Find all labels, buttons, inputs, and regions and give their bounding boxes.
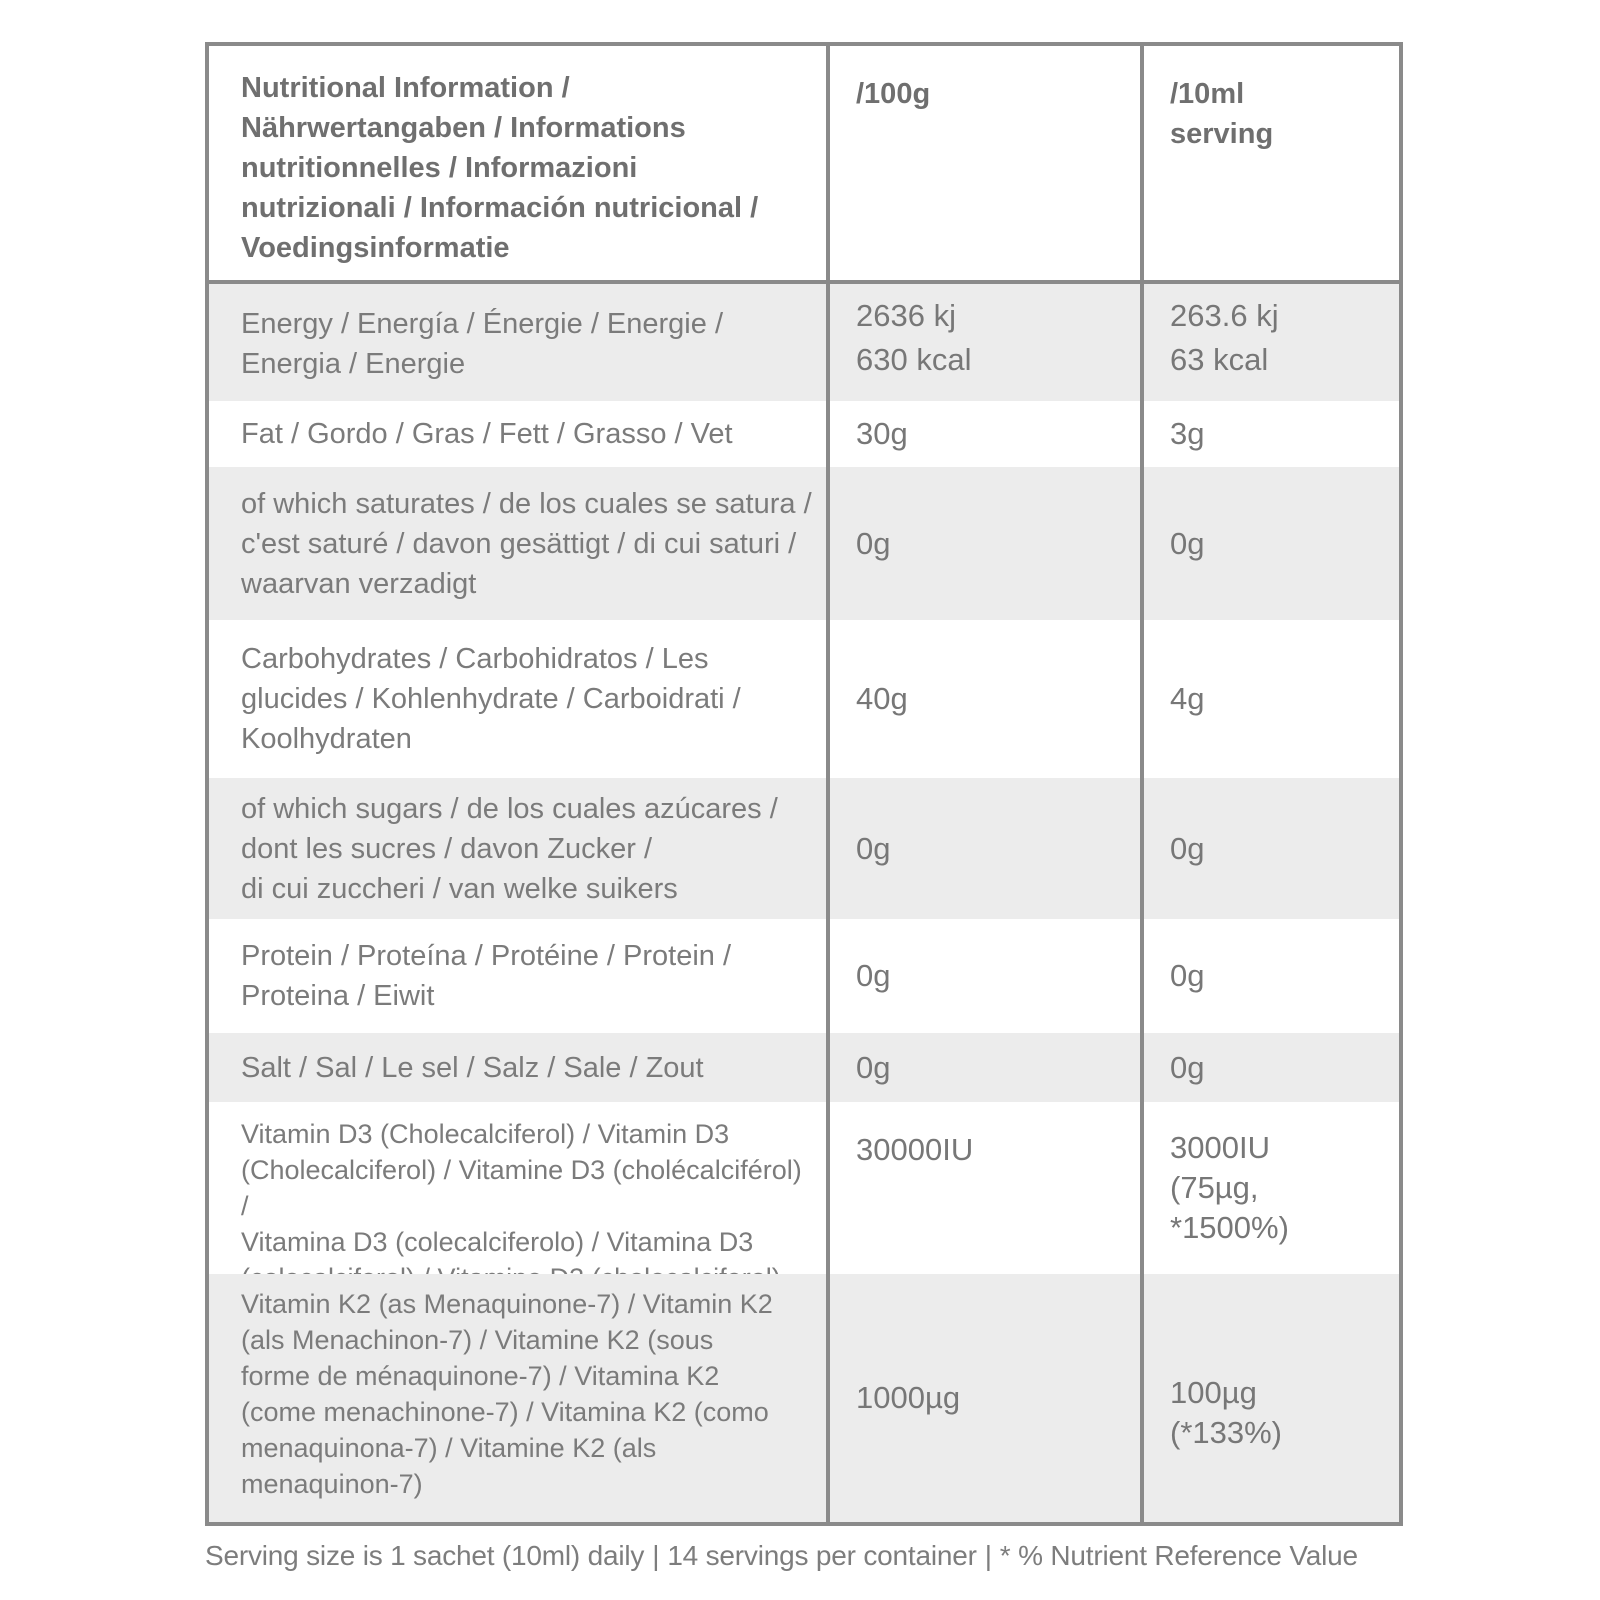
- table-header-title: Nutritional Information / Nährwertangaben / Informations nutritionnelles / Informazioni nutrizionali / Información nutricional / Voedingsinformatie: [209, 46, 830, 284]
- row-fat-per-100g: 30g: [830, 401, 1144, 467]
- footnote-serving-size: Serving size is 1 sachet (10ml) daily: [205, 1540, 645, 1571]
- footnote-servings-per-container: 14 servings per container: [667, 1540, 977, 1571]
- row-sugars-per-serving: 0g: [1144, 778, 1399, 919]
- row-carbohydrates-per-serving: 4g: [1170, 681, 1205, 716]
- row-sugars-per-100g: 0g: [830, 778, 1144, 919]
- row-protein-per-serving: 0g: [1170, 958, 1205, 993]
- row-vitamin-d3-per-serving: 3000IU (75µg, *1500%): [1170, 1130, 1289, 1245]
- row-salt-per-100g: 0g: [830, 1033, 1144, 1102]
- row-vitamin-k2-label: Vitamin K2 (as Menaquinone-7) / Vitamin K2 (als Menachinon-7) / Vitamine K2 (sous forme de ménaquinone-7) / Vitamina K2 (come menachinone-7) / Vitamina K2 (como menaquinona-7) / Vitamine K2 (als menaquinon-7): [209, 1274, 830, 1522]
- row-fat-per-serving: 3g: [1170, 416, 1205, 451]
- row-salt-label: Salt / Sal / Le sel / Salz / Sale / Zout: [209, 1033, 830, 1102]
- row-carbohydrates-label: Carbohydrates / Carbohidratos / Les glucides / Kohlenhydrate / Carboidrati / Koolhydraten: [209, 620, 830, 778]
- row-salt-per-serving: 0g: [1144, 1033, 1399, 1102]
- row-vitamin-k2-per-100g: 1000µg: [830, 1274, 1144, 1522]
- row-saturates-per-100g: 0g: [830, 467, 1144, 620]
- row-sugars-label: of which sugars / de los cuales azúcares / dont les sucres / davon Zucker / di cui zuccheri / van welke suikers: [209, 778, 830, 919]
- row-energy-per-serving: 263.6 kj 63 kcal: [1144, 284, 1399, 401]
- footnote-nrv-note: * % Nutrient Reference Value: [999, 1540, 1358, 1571]
- row-energy-label: Energy / Energía / Énergie / Energie / Energia / Energie: [209, 284, 830, 401]
- row-vitamin-d3-per-100g: 30000IU: [830, 1102, 1144, 1274]
- footnote: [205, 1538, 1405, 1574]
- table-header-per-serving: /10ml serving: [1144, 46, 1399, 284]
- row-vitamin-k2-per-serving: 100µg (*133%): [1144, 1274, 1399, 1522]
- row-carbohydrates-per-100g: 40g: [830, 620, 1144, 778]
- row-saturates-per-serving: 0g: [1144, 467, 1399, 620]
- row-protein-per-100g: 0g: [830, 919, 1144, 1033]
- row-protein-label: Protein / Proteína / Protéine / Protein / Proteina / Eiwit: [209, 919, 830, 1033]
- table-header-per-100g: /100g: [830, 46, 1144, 284]
- row-fat-label: Fat / Gordo / Gras / Fett / Grasso / Vet: [209, 401, 830, 467]
- nutrition-table: [205, 42, 1403, 1526]
- footnote-separator-1: |: [652, 1540, 660, 1571]
- footnote-separator-2: |: [984, 1540, 992, 1571]
- row-energy-per-100g: 2636 kj 630 kcal: [830, 284, 1144, 401]
- row-vitamin-d3-label: Vitamin D3 (Cholecalciferol) / Vitamin D3 (Cholecalciferol) / Vitamine D3 (cholécalciférol) / Vitamina D3 (colecalciferolo) / Vitamina D3: [209, 1102, 830, 1274]
- row-saturates-label: of which saturates / de los cuales se satura / c'est saturé / davon gesättigt / di cui saturi / waarvan verzadigt: [209, 467, 830, 620]
